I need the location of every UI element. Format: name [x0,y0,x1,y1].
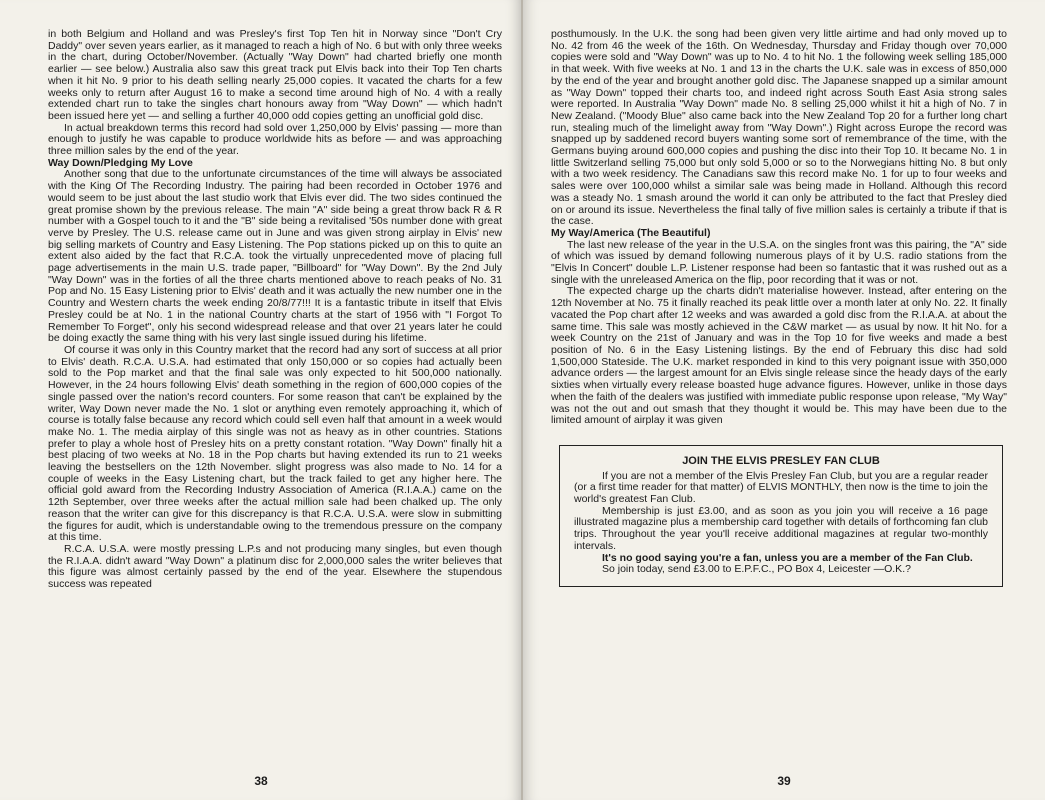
paragraph: The expected charge up the charts didn't materialise however. Instead, after entering on the 12th November at No. 75 it finally reached its peak little over a month later at only No. 22. It finally vacated the Pop chart after 12 weeks and was awarded a gold disc from the R.I.A.A. at about the same time. This sale was mostly achieved in the C&W market — as usual by now. It hit No. for a week Country on the 21st of January and was in the Top 10 for five weeks and made a best position of No. 6 in the Easy Listening listings. By the end of February this disc had sold 1,500,000 Stateside. The U.K. market responded in kind to this very poignant issue with 350,000 advance orders — the largest amount for an Elvis single release since the heady days of the early sixties when virtually every release boasted huge advance figures. However, unlike in those days when the faith of the dealers was justified with immediate public response upon release, "My Way" was not the out and out smash that they thought it would be. This may have been due to the limited amount of airplay it was given [551,285,1007,427]
section-heading-way-down: Way Down/Pledging My Love [48,156,193,169]
paragraph: Another song that due to the unfortunate circumstances of the time will always be associated with the King Of The Recording Industry. The pairing had been recorded in October 1976 and would seem to be just about the last studio work that Elvis ever did. The two sides continued the great promise shown by the previous release. The main "A" side being a great throw back R & R number with a Gospel touch to it and the "B" side being a revitalised '50s number done with great verve by Presley. The U.S. release came out in June and was given strong airplay in Elvis' new big selling markets of Country and Easy Listening. The Pop stations picked up on this to quite an extent also aided by the fact that R.C.A. took the virtually unprecedented move of placing full page advertisements in the main U.S. trade paper, "Billboard" for "Way Down". By the 2nd July "Way Down" was in the forties of all the three charts mentioned above to reach peaks of No. 31 Pop and No. 15 Easy Listening prior to Elvis' death and it was actually the new number one in the Country and Western charts the week ending 20/8/77!!! It is a fantastic tribute in itself that Elvis Presley could be at No. 1 in the national Country charts at the start of 1956 with "I Forgot To Remember To Forget", only his second widespread release and that over 21 years later he could be doing exactly the same thing with his very last single issued during his lifetime. [48,168,502,345]
paragraph: R.C.A. U.S.A. were mostly pressing L.P.s and not producing many singles, but even though the R.I.A.A. didn't award "Way Down" a platinum disc for 2,000,000 sales the writer believes that this figure was almost certainly passed by the end of the year. Elsewhere the stupendous success was repeated [48,542,502,591]
left-page-body [48,29,502,591]
fan-club-advert-box [559,445,1003,587]
fan-club-title: JOIN THE ELVIS PRESLEY FAN CLUB [682,454,880,467]
paragraph: The last new release of the year in the U.S.A. on the singles front was this pairing, the "A" side of which was issued by demand following numerous plays of it by U.S. radio stations from the "Elvis In Concert" double L.P. Listener response had been so fantastic that it was rushed out as a single with the unreleased America on the flip, poor recording that it was or not. [551,238,1007,286]
fan-club-slogan: It's no good saying you're a fan, unless you are a member of the Fan Club. [602,551,973,564]
fan-club-paragraph: If you are not a member of the Elvis Presley Fan Club, but you are a regular reader (or a first time reader for that matter) of ELVIS MONTHLY, then now is the time to join the world's greatest Fan Club. [574,469,988,506]
paragraph: In actual breakdown terms this record had sold over 1,250,000 by Elvis' passing — more than enough to justify he was capable to produce worldwide hits as before — and was approaching three million sales by the end of the year. [48,121,502,158]
paragraph: Of course it was only in this Country market that the record had any sort of success at all prior to Elvis' death. R.C.A. U.S.A. had estimated that only 150,000 or so copies had actually been sold to the Pop market and that the final sale was only expected to hit 500,000 nationally. However, in the 24 hours following Elvis' death something in the region of 600,000 copies of the single passed over the nation's record counters. For some reason that can't be explained by the writer, Way Down never made the No. 1 slot or anything even remotely approaching it, which of course is totally false because any record which could sell even half that amount in a week would make No. 1. The media airplay of this single was not as heavy as in other countries. Stations prefer to play a whole host of Presley hits on a pretty constant rotation. "Way Down" finally hit a best placing of two weeks at No. 18 in the Pop charts but having extended its run to 21 weeks leaving the bestsellers on the 12th November. slight progress was also made to No. 14 for a couple of weeks in the Easy Listening chart, but the track failed to get any higher here. The official gold award from the Recording Industry Association of America (R.I.A.A.) came on the 12th September, over three weeks after the actual million sale had been chalked up. The only reason that the writer can give for this discrepancy is that R.C.A. U.S.A. were slow in submitting the figures for audit, which is understandable owing to the tremendous pressure on the company at this time. [48,343,502,544]
left-page [0,0,522,800]
fan-club-paragraph: Membership is just £3.00, and as soon as you join you will receive a 16 page illustrated magazine plus a membership card together with details of forthcoming fan club trips. Throughout the year you'll receive additional magazines at regular two-monthly intervals. [574,504,988,552]
page-number-right: 39 [777,774,791,788]
right-page-body [551,29,1007,427]
fan-club-address: So join today, send £3.00 to E.P.F.C., PO Box 4, Leicester —O.K.? [602,563,911,576]
paragraph: in both Belgium and Holland and was Presley's first Top Ten hit in Norway since "Don't Cry Daddy" over seven years earlier, as it managed to reach a high of No. 6 but with only three weeks in the chart, during October/November. (Actually "Way Down" had charted briefly one month earlier — see below.) Australia also saw this great track put Elvis back into their Top Ten charts when it hit No. 9 prior to his death selling nearly 25,000 copies. It vacated the charts for a few weeks only to return after August 16 to make a second time around high of No. 4 with a really extended chart run to take the singles chart honours away from "Way Down" — which hadn't been issued here yet — and selling a further 40,000 odd copies getting an unofficial gold disc. [48,28,502,122]
right-page [523,0,1045,800]
section-heading-my-way: My Way/America (The Beautiful) [551,226,711,239]
paragraph: posthumously. In the U.K. the song had been given very little airtime and had only moved up to No. 42 from 46 the week of the 16th. On Wednesday, Thursday and Friday though over 70,000 copies were sold and "Way Down" was up to No. 4 to hit No. 1 the following week selling 185,000 in that week. With five weeks at No. 1 and 13 in the charts the U.K. sale was in excess of 850,000 by the end of the year and brought another gold disc. The Japanese snapped up a similar amount as "Way Down" topped their charts too, and indeed right across South East Asia strong sales were reported. In Australia "Way Down" made No. 8 selling 25,000 whilst it hit a high of No. 7 in New Zealand. ("Moody Blue" also came back into the New Zealand Top 20 for a further long chart run, stealing much of the limelight away from "Way Down".) Right across Europe the record was snapped up by saddened record buyers wanting some sort of remembrance of the time, with the Germans buying around 600,000 copies and pushing the disc into their Top 10. It became No. 1 in little Switzerland selling 75,000 but only sold 5,000 or so to the Norwegians hitting No. 8 but only with a two week residency. The Canadians saw this record make No. 1 for up to four weeks and sales were over 100,000 whilst a similar sale was being made in Holland. Although this record was a steady No. 1 smash around the world it can only be attributed to the fact that Presley died on or around its issue. Nevertheless the final tally of five million sales is certainly a tribute if that is the case. [551,28,1007,228]
page-number-left: 38 [254,774,268,788]
